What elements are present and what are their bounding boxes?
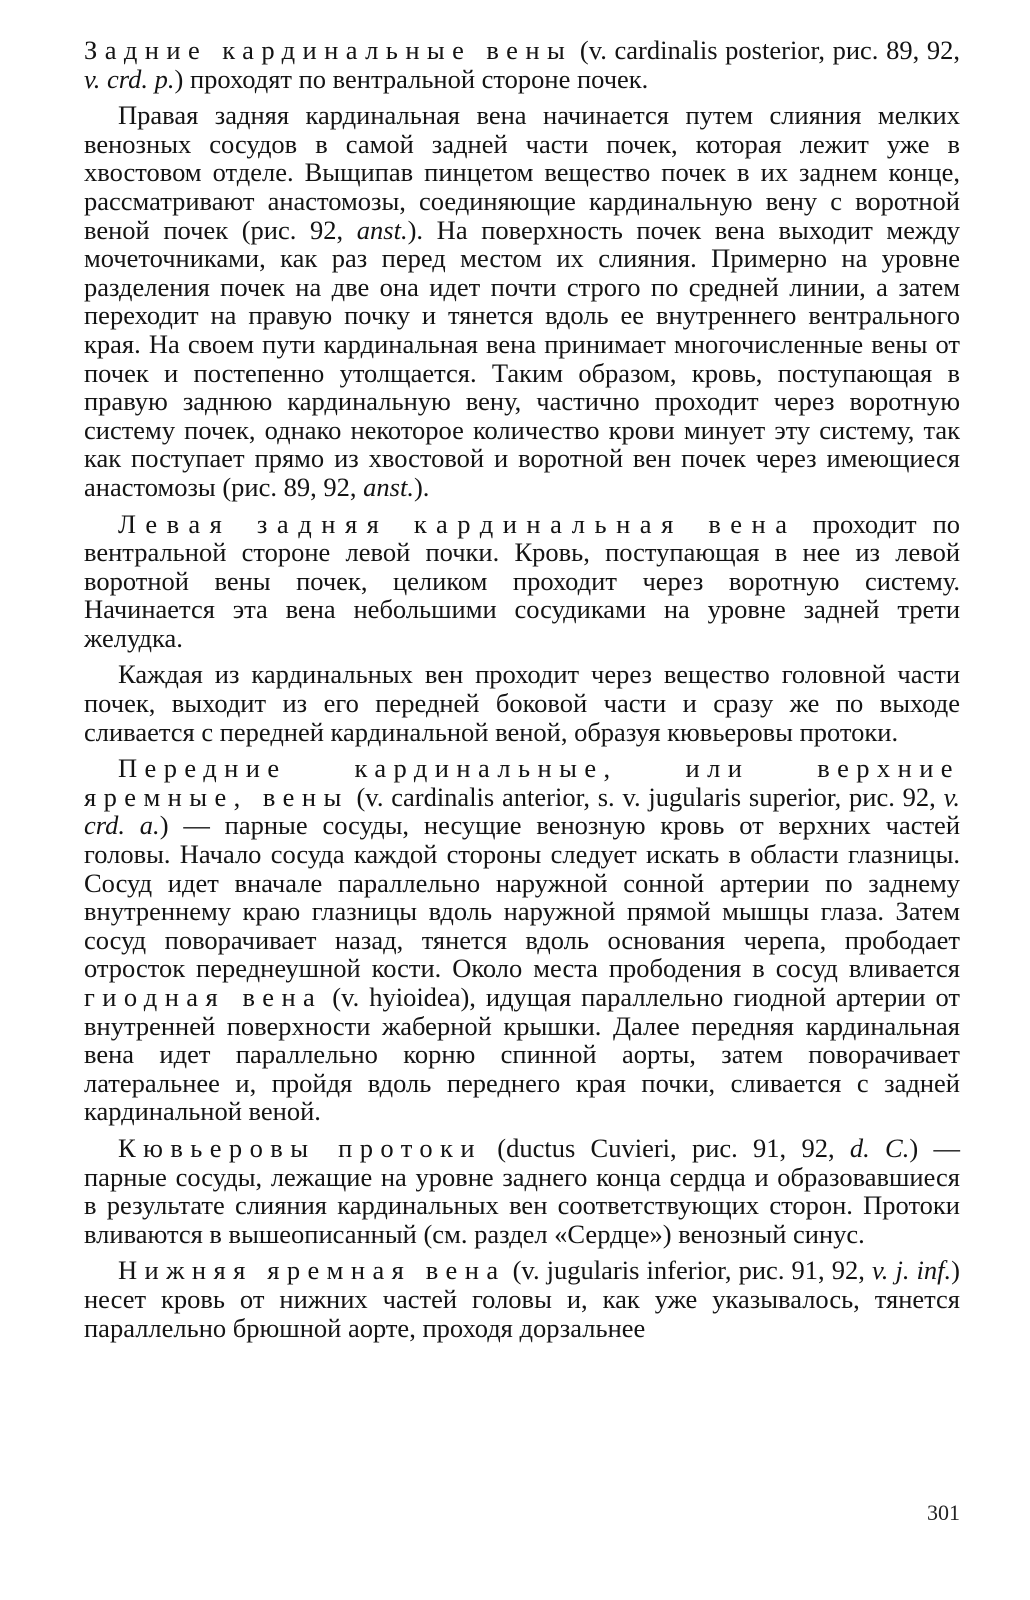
body-text: ) проходят по вентральной стороне почек. bbox=[174, 63, 649, 94]
body-text: Правая задняя кардинальная вена начинается путем слияния мелких венозных сосудов в самой задней части почек, которая лежит уже в хвостовом отделе. Выщипав пинцетом вещество почек в их заднем конце, рассматривают анастомозы, соединяющие кардинальную вену с воротной веной почек (рис. 92, bbox=[84, 100, 960, 245]
spaced-term: Задние кардинальные вены bbox=[84, 35, 573, 65]
paragraph-inferior-jugular-vein bbox=[84, 1256, 960, 1342]
body-text: (v. hyioidea), идущая параллельно гиодной артерии от внутренней поверхности жаберной крышки. Далее передняя кардинальная вена идет параллельно корню спинной аорты, затем поворачивает латеральнее и, пройдя вдоль переднего края почки, сливается с задней кардинальной веной. bbox=[84, 982, 960, 1127]
spaced-term: гиодная вена bbox=[84, 982, 323, 1012]
body-text: ) несет кровь от нижних частей головы и, как уже указывалось, тянется параллельно брюшной аорте, проходя дорзальнее bbox=[84, 1255, 960, 1343]
spaced-term: Передние кардинальные, или верхние яремные, вены bbox=[84, 753, 960, 812]
body-text: проходит по вентральной стороне левой почки. Кровь, поступающая в нее из левой воротной вены почек, целиком проходит через воротную систему. Начинается эта вена небольшими сосудиками на уровне задней трети желудка. bbox=[84, 508, 960, 653]
body-text: Каждая из кардинальных вен проходит через вещество головной части почек, выходит из его передней боковой части и сразу же по выходе сливается с передней кардинальной веной, образуя кювьеровы протоки. bbox=[84, 659, 960, 747]
figure-label-text: v. j. inf. bbox=[871, 1255, 952, 1286]
figure-label-text: v. crd. p. bbox=[84, 63, 175, 94]
figure-label-text: anst. bbox=[363, 471, 414, 502]
paragraph-anterior-cardinal-veins bbox=[84, 754, 960, 1126]
body-text: (v. cardinalis anterior, s. v. jugularis superior, рис. 92, bbox=[348, 781, 944, 812]
paragraph-posterior-cardinal-veins bbox=[84, 36, 960, 93]
body-text: ). На поверхность почек вена выходит между мочеточниками, как раз перед местом их слияния. Примерно на уровне разделения почек на две она идет почти строго по средней линии, а затем переходит на правую почку и тянется вдоль ее внутреннего вентрального края. На своем пути кардинальная вена принимает многочисленные вены от почек и постепенно утолщается. Таким образом, кровь, поступающая в правую заднюю кардинальную вену, частично проходит через воротную систему почек, однако некоторое количество крови минует эту систему, так как поступает прямо из хвостовой и воротной вен почек через имеющиеся анастомозы (рис. 89, 92, bbox=[84, 214, 960, 502]
spaced-term: Кювьеровы протоки bbox=[118, 1132, 482, 1163]
body-text: (v. jugularis inferior, рис. 91, 92, bbox=[505, 1255, 872, 1286]
body-text: ) — парные сосуды, несущие венозную кровь от верхних частей головы. Начало сосуда каждой стороны следует искать в области глазницы. Сосуд идет вначале параллельно наружной сонной артерии по заднему внутреннему краю глазницы вдоль наружной прямой мышцы глаза. Затем сосуд поворачивает назад, тянется вдоль основания черепа, прободает отросток переднеушной кости. Около места прободения в сосуд вливается bbox=[84, 810, 960, 984]
spaced-term: Нижняя яремная вена bbox=[118, 1255, 506, 1286]
figure-label-text: anst. bbox=[356, 214, 408, 245]
page-number: 301 bbox=[927, 1500, 960, 1525]
spaced-term: Левая задняя кардинальная вена bbox=[118, 508, 797, 539]
paragraph-right-posterior-cardinal-vein bbox=[84, 101, 960, 501]
body-text: ) — парные сосуды, лежащие на уровне заднего конца сердца и образовавшиеся в результате слияния кардинальных вен соответствующих сторон. Протоки вливаются в вышеописанный (см. раздел «Сердце») венозный синус. bbox=[84, 1132, 960, 1249]
body-text: (v. cardinalis posterior, рис. 89, 92, bbox=[572, 35, 960, 65]
paragraph-cardinal-veins-passage bbox=[84, 660, 960, 746]
body-text: (ductus Cuvieri, рис. 91, 92, bbox=[481, 1132, 850, 1163]
paragraph-cuvier-ducts bbox=[84, 1134, 960, 1248]
figure-label-text: v. crd. a. bbox=[84, 781, 960, 841]
figure-label-text: d. C. bbox=[849, 1132, 910, 1163]
page-body bbox=[84, 36, 960, 1350]
paragraph-left-posterior-cardinal-vein bbox=[84, 510, 960, 653]
body-text: ). bbox=[413, 471, 430, 502]
